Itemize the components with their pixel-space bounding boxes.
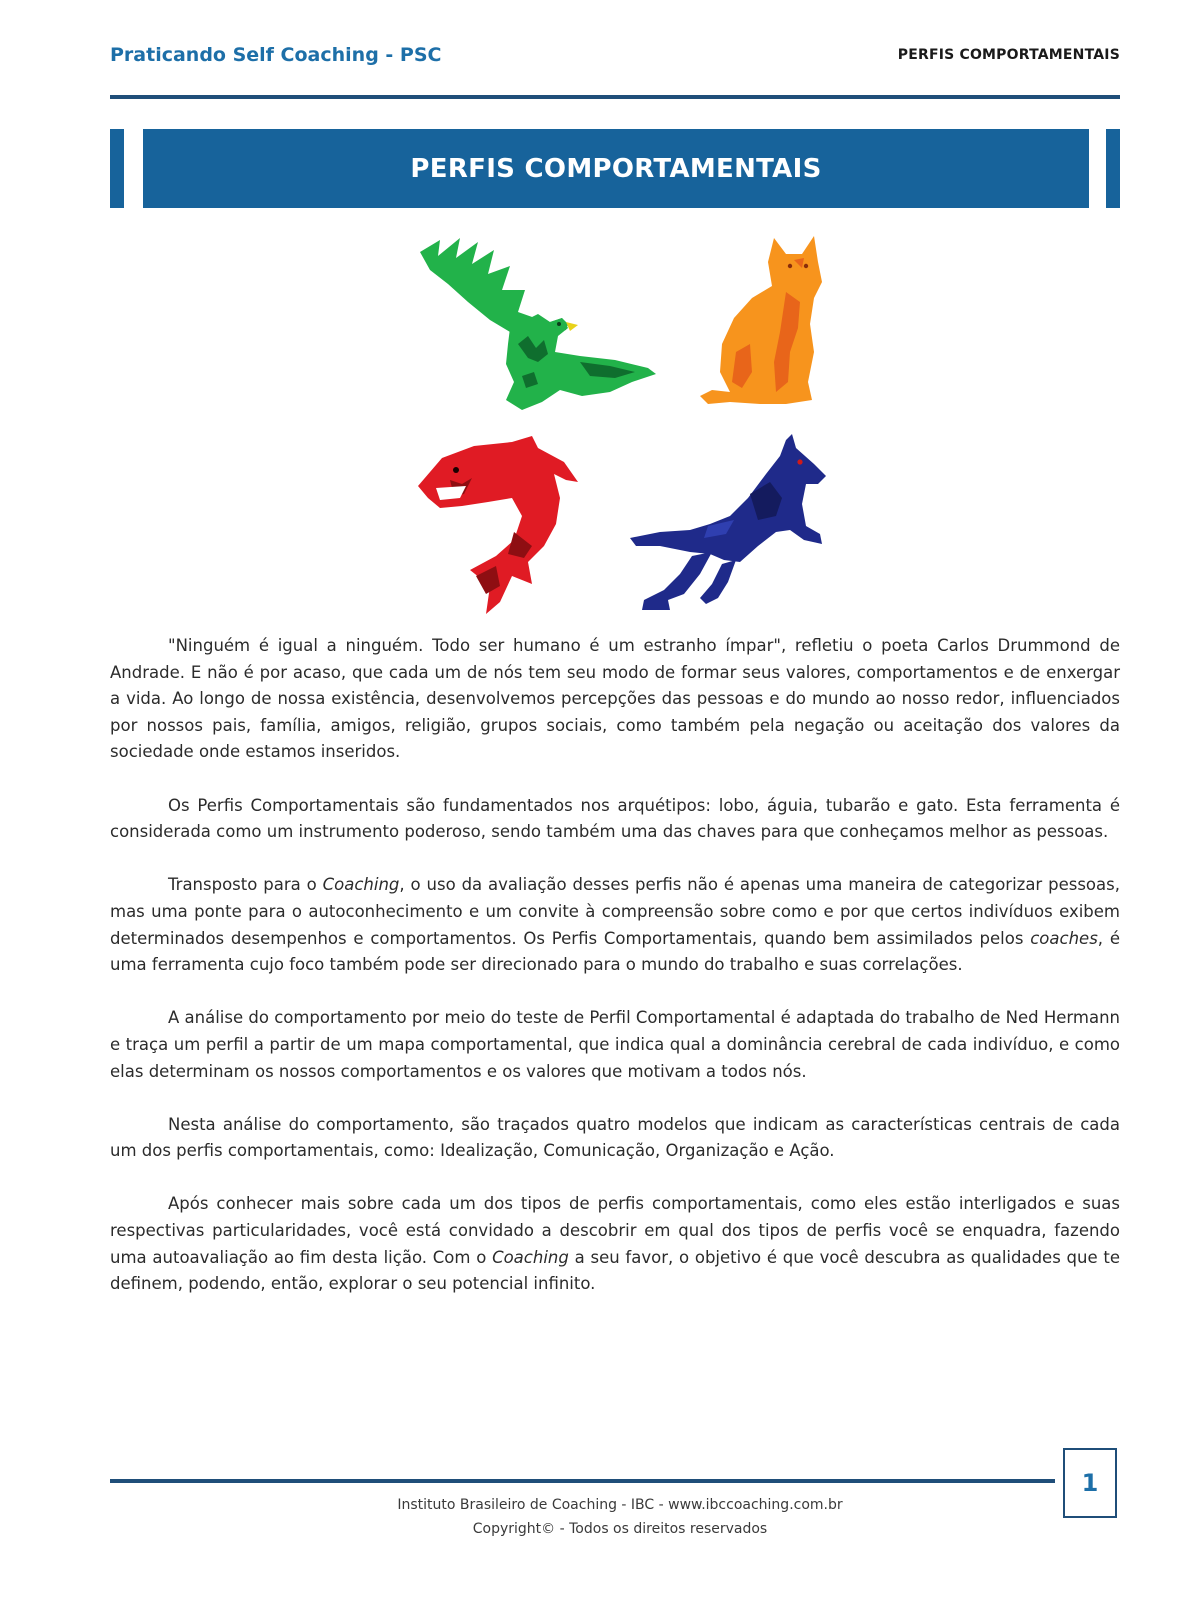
paragraph-6-coaching: Coaching xyxy=(492,1247,569,1267)
body-text xyxy=(110,633,1120,1324)
paragraph-5: Nesta análise do comportamento, são traçados quatro modelos que indicam as características centrais de cada um dos perfis comportamentais, como: Idealização, Comunicação, Organização e Ação. xyxy=(110,1114,1120,1161)
footer-divider xyxy=(110,1479,1055,1483)
banner-right-stub xyxy=(1106,129,1120,208)
paragraph-3-part-c: , é uma ferramenta cujo foco também pode ser direcionado para o mundo do trabalho e suas correlações. xyxy=(110,928,1120,975)
paragraph-4: A análise do comportamento por meio do teste de Perfil Comportamental é adaptada do trabalho de Ned Hermann e traça um perfil a partir de um mapa comportamental, que indica qual a dominância cerebral de cada indivíduo, e como elas determinam os nossos comportamentos e os valores que motivam a todos nós. xyxy=(110,1008,1120,1081)
footer-copyright: Copyright© - Todos os direitos reservados xyxy=(472,1521,768,1537)
section-label: PERFIS COMPORTAMENTAIS xyxy=(897,47,1120,63)
course-title: Praticando Self Coaching - PSC xyxy=(110,44,442,66)
paragraph-3-part-a: Transposto para o xyxy=(168,875,323,895)
page-title-banner: PERFIS COMPORTAMENTAIS xyxy=(143,129,1089,208)
paragraph-1: "Ninguém é igual a ninguém. Todo ser humano é um estranho ímpar", refletiu o poeta Carlos Drummond de Andrade. E não é por acaso, que cada um de nós tem seu modo de formar seus valores, comportamentos e de enxergar a vida. Ao longo de nossa existência, desenvolvemos percepções das pessoas e do mundo ao nosso redor, influenciados por nossos pais, família, amigos, religião, grupos sociais, como também pela negação ou aceitação dos valores da sociedade onde estamos inseridos. xyxy=(110,636,1120,762)
paragraph-6-part-b: a seu favor, o objetivo é que você descubra as qualidades que te definem, podendo, então, explorar o seu potencial infinito. xyxy=(110,1247,1121,1294)
page-number: 1 xyxy=(1063,1448,1117,1518)
paragraph-2: Os Perfis Comportamentais são fundamentados nos arquétipos: lobo, águia, tubarão e gato. Esta ferramenta é considerada como um instrumento poderoso, sendo também uma das chaves para que conheçamos melhor as pessoas. xyxy=(110,795,1120,842)
paragraph-6-part-a: Após conhecer mais sobre cada um dos tipos de perfis comportamentais, como eles estão interligados e suas respectivas particularidades, você está convidado a descobrir em qual dos tipos de perfis você se enquadra, fazendo uma autoavaliação ao fim desta lição. Com o xyxy=(110,1194,1120,1267)
paragraph-3-part-b: , o uso da avaliação desses perfis não é apenas uma maneira de categorizar pessoas, mas uma ponte para o autoconhecimento e um convite à compreensão sobre como e por que certos indivíduos exibem determinados desempenhos e comportamentos. Os Perfis Comportamentais, quando bem assimilados pelos xyxy=(110,875,1120,948)
wolf-icon xyxy=(630,434,830,612)
header-divider xyxy=(110,95,1120,99)
paragraph-3 xyxy=(110,872,1120,978)
cat-icon xyxy=(690,232,840,417)
paragraph-3-coaching: Coaching xyxy=(322,875,400,895)
paragraph-6 xyxy=(110,1191,1120,1297)
paragraph-3-coaches: coaches xyxy=(1030,928,1098,948)
eagle-icon xyxy=(410,232,660,412)
shark-icon xyxy=(414,436,584,614)
banner-left-stub xyxy=(110,129,124,208)
footer-institution: Instituto Brasileiro de Coaching - IBC - www.ibccoaching.com.br xyxy=(397,1497,843,1513)
